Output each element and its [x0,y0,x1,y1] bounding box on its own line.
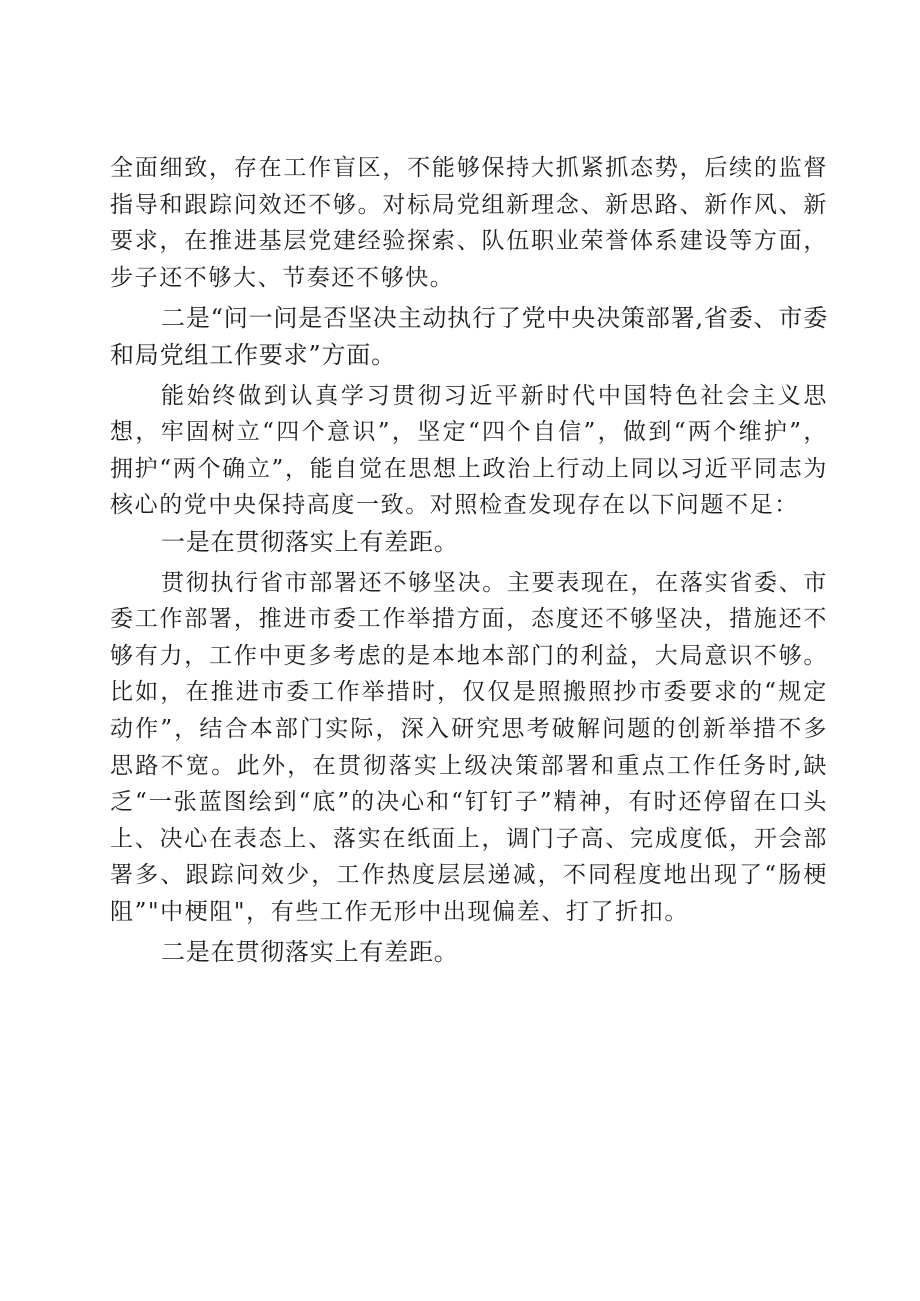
paragraph-continued: 全面细致，存在工作盲区，不能够保持大抓紧抓态势，后续的监督指导和跟踪问效还不够。对标局党组新理念、新思路、新作风、新要求，在推进基层党建经验探索、队伍职业荣誉体系建设等方面，步子还不够大、节奏还不够快。 [110,155,828,291]
subheading-first-gap: 一是在贯彻落实上有差距。 [161,527,459,556]
document-body [110,150,828,971]
paragraph-summary: 能始终做到认真学习贯彻习近平新时代中国特色社会主义思想，牢固树立“四个意识”，坚定“四个自信”，做到“两个维护”，拥护“两个确立”，能自觉在思想上政治上行动上同以习近平同志为核心的党中央保持高度一致。对照检查发现存在以下问题不足： [110,382,828,519]
subheading-second-gap: 二是在贯彻落实上有差距。 [161,938,459,967]
section-heading-question: 二是“问一问是否坚决主动执行了党中央决策部署,省委、市委和局党组工作要求”方面。 [110,304,828,369]
paragraph-details: 贯彻执行省市部署还不够坚决。主要表现在，在落实省委、市委工作部署，推进市委工作举措方面，态度还不够坚决，措施还不够有力，工作中更多考虑的是本地本部门的利益，大局意识不够。比如，在推进市委工作举措时，仅仅是照搬照抄市委要求的“规定动作”，结合本部门实际，深入研究思考破解问题的创新举措不多思路不宽。此外，在贯彻落实上级决策部署和重点工作任务时,缺乏“一张蓝图绘到“底”的决心和“钉钉子”精神，有时还停留在口头上、决心在表态上、落实在纸面上，调门子高、完成度低，开会部署多、跟踪问效少，工作热度层层递减，不同程度地出现了“肠梗阻”"中梗阻"，有些工作无形中出现偏差、打了折扣。 [110,569,828,925]
